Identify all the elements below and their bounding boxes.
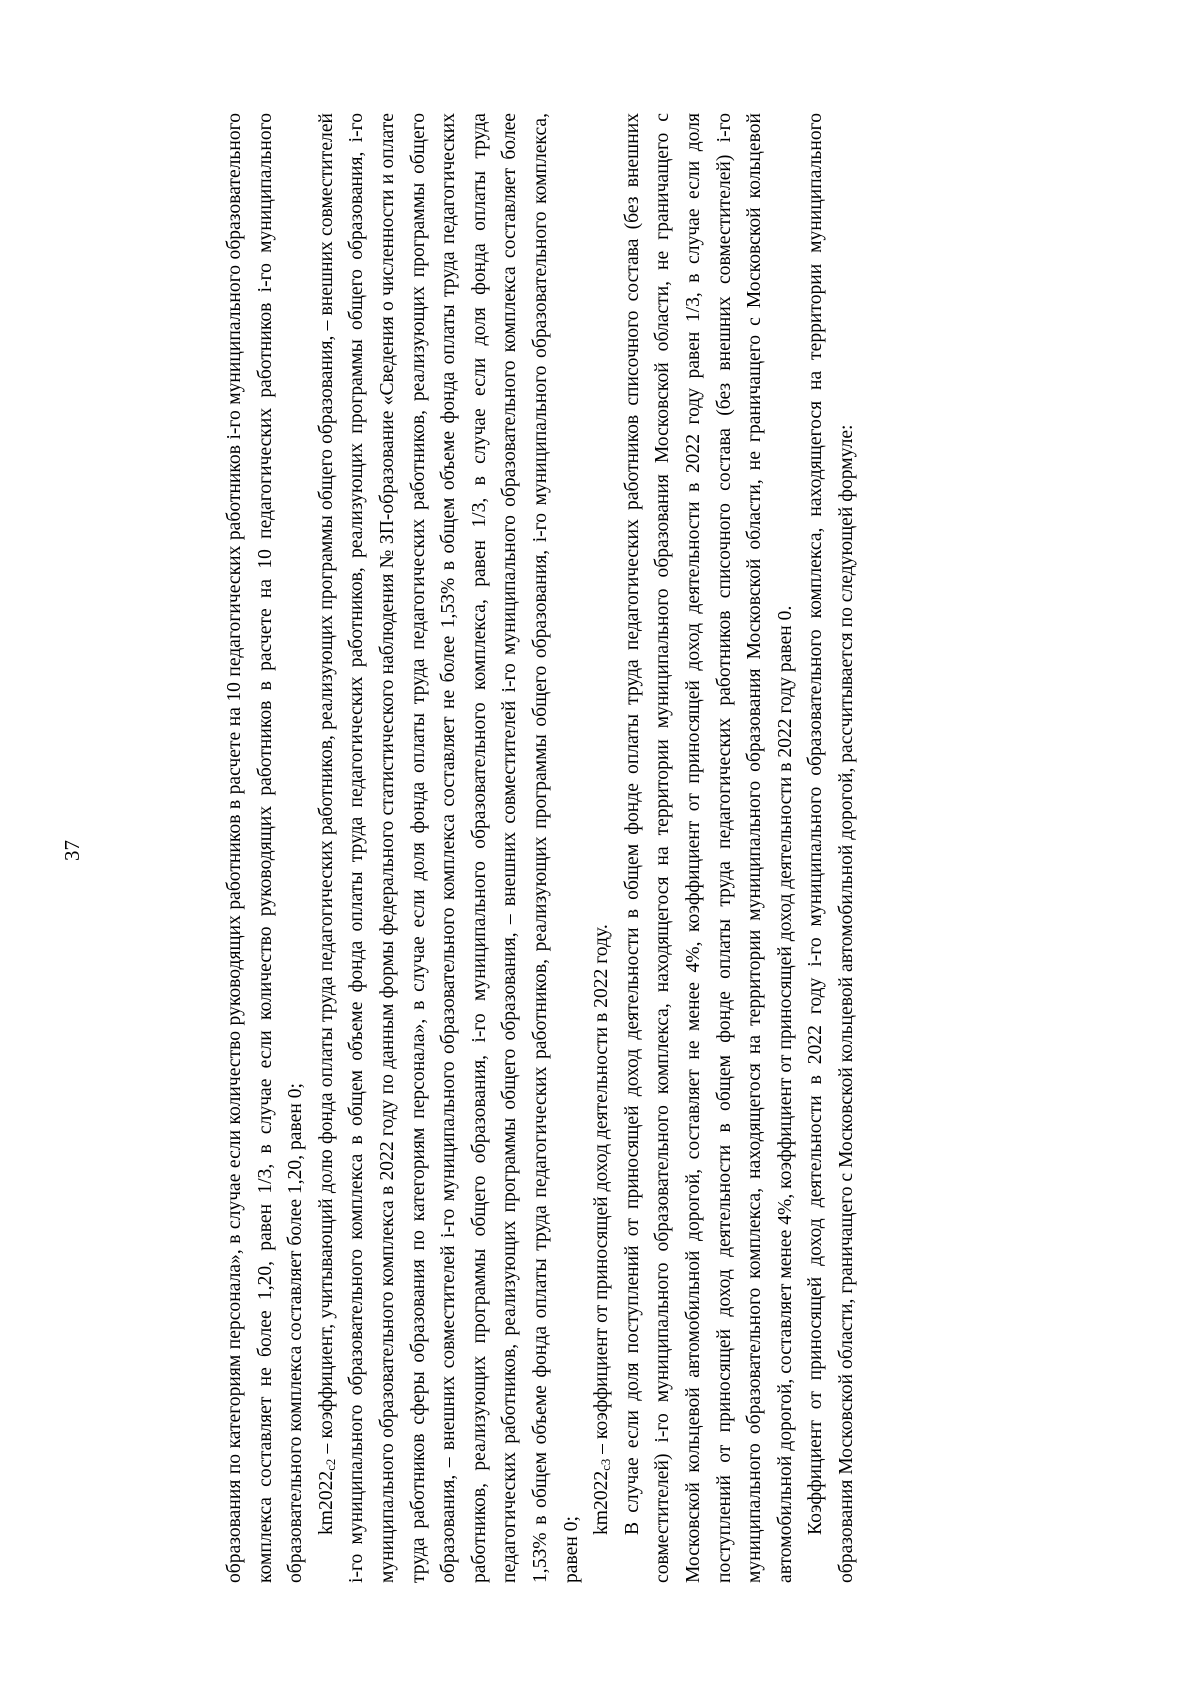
document-body bbox=[220, 113, 1060, 1583]
coefficient-subscript: c2 bbox=[323, 1458, 338, 1471]
paragraph-1: образования по категориям персонала», в случае если количество руководящих работников в расчете на 10 педагогических работников i-го муниципального образовательного комплекса составляет не более 1,20, равен 1/3, в случае если количество руководящих работников в расчете на 10 педагогических работников i-го муниципального образовательного комплекса составляет более 1,20, равен 0; bbox=[224, 113, 307, 1583]
paragraph-km2022c3: $km2022_{c3}$ – коэффициент от приносящей доход деятельности в 2022 году. bbox=[591, 924, 614, 1535]
page-number: 37 bbox=[60, 840, 84, 861]
paragraph-income-share: В случае если доля поступлений от приносящей доход деятельности в общем фонде оплаты труда педагогических работников списочного состава (без внешних совместителей) i-го муниципального образовательного комплекса, находящегося на территории муниципального образования Московской области, не граничащего с Московской кольцевой автомобильной дорогой, составляет не менее 4%, коэффициент от приносящей доход деятельности в 2022 году равен 1/3, в случае если доля поступлений от приносящей доход деятельности в общем фонде оплаты труда педагогических работников списочного состава (без внешних совместителей) i-го муниципального образовательного комплекса, находящегося на территории муниципального образования Московской области, не граничащего с Московской кольцевой автомобильной дорогой, составляет менее 4%, коэффициент от приносящей доход деятельности в 2022 году равен 0. bbox=[621, 113, 796, 1583]
paragraph-km2022c2: $km2022_{c2}$ – коэффициент, учитывающий долю фонда оплаты труда педагогических работников, реализующих программы общего образования, – внешних совместителей i-го муниципального образовательного комплекса в общем объеме фонда оплаты труда педагогических работников, реализующих программы общего образования, i-го муниципального образовательного комплекса в 2022 году по данным формы федерального статистического наблюдения № ЗП-образование «Сведения о численности и оплате труда работников сферы образования по категориям персонала», в случае если доля фонда оплаты труда педагогических работников, реализующих программы общего образования, – внешних совместителей i-го муниципального образовательного комплекса составляет не более 1,53% в общем объеме фонда оплаты труда педагогических работников, реализующих программы общего образования, i-го муниципального образовательного комплекса, равен 1/3, в случае если доля фонда оплаты труда педагогических работников, реализующих программы общего образования, – внешних совместителей i-го муниципального образовательного комплекса составляет более 1,53% в общем объеме фонда оплаты труда педагогических работников, реализующих программы общего образования, i-го муниципального образовательного комплекса, равен 0; bbox=[315, 113, 582, 1583]
paragraph-formula-intro: Коэффициент от приносящей доход деятельности в 2022 году i-го муниципального образовательного комплекса, находящегося на территории муниципального образования Московской области, граничащего с Московской кольцевой автомобильной дорогой, рассчитывается по следующей формуле: bbox=[805, 113, 857, 1583]
coefficient-subscript: c3 bbox=[599, 1458, 614, 1471]
